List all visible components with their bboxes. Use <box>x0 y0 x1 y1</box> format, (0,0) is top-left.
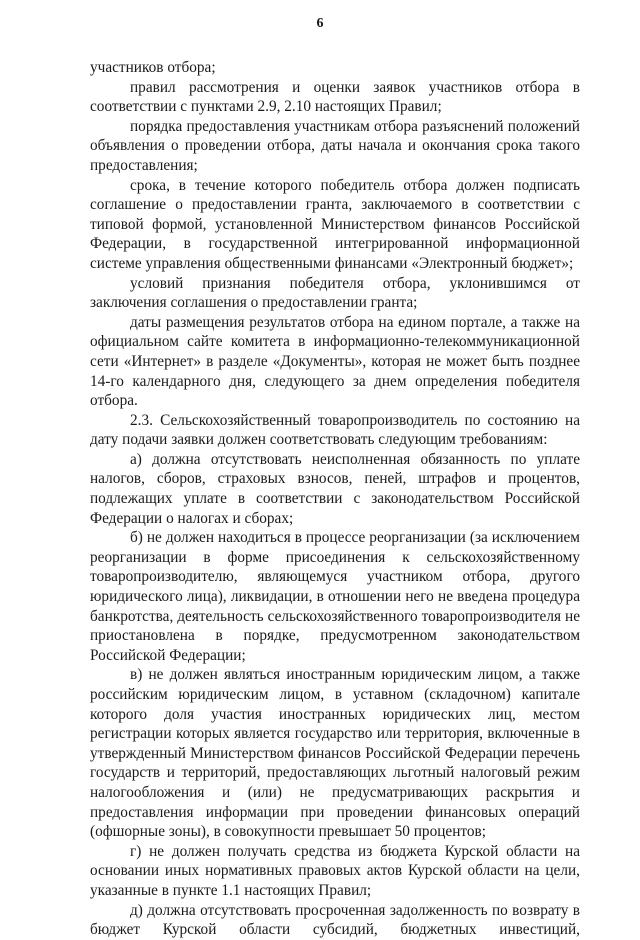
paragraph-participants-end: участников отбора; <box>90 59 216 76</box>
paragraph-requirement-b: б) не должен находиться в процессе реорганизации (за исключением реорганизации в форме присоединения к сельскохозяйственному товаропроизводителю, являющемуся участником отбора, другого юридического лица), ликвидации, в отношении него не введена процедура банкротства, деятельность сельскохозяйственного товаропроизводителя не приостановлена в порядке, предусмотренном законодательством Российской Федерации; <box>90 529 580 664</box>
paragraph-requirement-v: в) не должен являться иностранным юридическим лицом, а также российским юридическим лицом, в уставном (складочном) капитале которого доля участия иностранных юридических лиц, местом регистрации которых является государство или территория, включенные в утвержденный Министерством финансов Российской Федерации перечень государств и территорий, предоставляющих льготный налоговый режим налогообложения и (или) не предусматривающих раскрытия и предоставления информации при проведении финансовых операций (офшорные зоны), в совокупности превышает 50 процентов; <box>90 666 580 841</box>
paragraph-clarification-procedure: порядка предоставления участникам отбора разъяснений положений объявления о проведении отбора, даты начала и окончания срока такого предоставления; <box>90 117 580 174</box>
paragraph-agreement-deadline: срока, в течение которого победитель отбора должен подписать соглашение о предоставлении гранта, заключаемого в соответствии с типовой формой, установленной Министерством финансов Российской Федерации, в государственной интегрированной информационной системе управления общественными финансами «Электронный бюджет»; <box>90 176 580 272</box>
paragraph-section-2-3: 2.3. Сельскохозяйственный товаропроизводитель по состоянию на дату подачи заявки должен соответствовать следующим требованиям: <box>90 411 580 449</box>
paragraph-requirement-a: а) должна отсутствовать неисполненная обязанность по уплате налогов, сборов, страховых взносов, пеней, штрафов и процентов, подлежащих уплате в соответствии с законодательством Российской Федерации о налогах и сборах; <box>90 450 580 527</box>
paragraph-winner-evasion: условий признания победителя отбора, уклонившимся от заключения соглашения о предоставлении гранта; <box>90 274 580 312</box>
paragraph-results-publication: даты размещения результатов отбора на едином портале, а также на официальном сайте комитета в информационно-телекоммуникационной сети «Интернет» в разделе «Документы», которая не может быть позднее 14-го календарного дня, следующего за днем определения победителя отбора. <box>90 313 580 410</box>
paragraph-requirement-g: г) не должен получать средства из бюджета Курской области на основании иных нормативных правовых актов Курской области на цели, указанные в пункте 1.1 настоящих Правил; <box>90 842 580 899</box>
paragraph-requirement-d: д) должна отсутствовать просроченная задолженность по возврату в бюджет Курской области субсидий, бюджетных инвестиций, <box>90 901 580 939</box>
document-body <box>90 58 580 940</box>
page-number: 6 <box>316 16 324 31</box>
paragraph-review-rules: правил рассмотрения и оценки заявок участников отбора в соответствии с пунктами 2.9, 2.10 настоящих Правил; <box>90 78 580 116</box>
